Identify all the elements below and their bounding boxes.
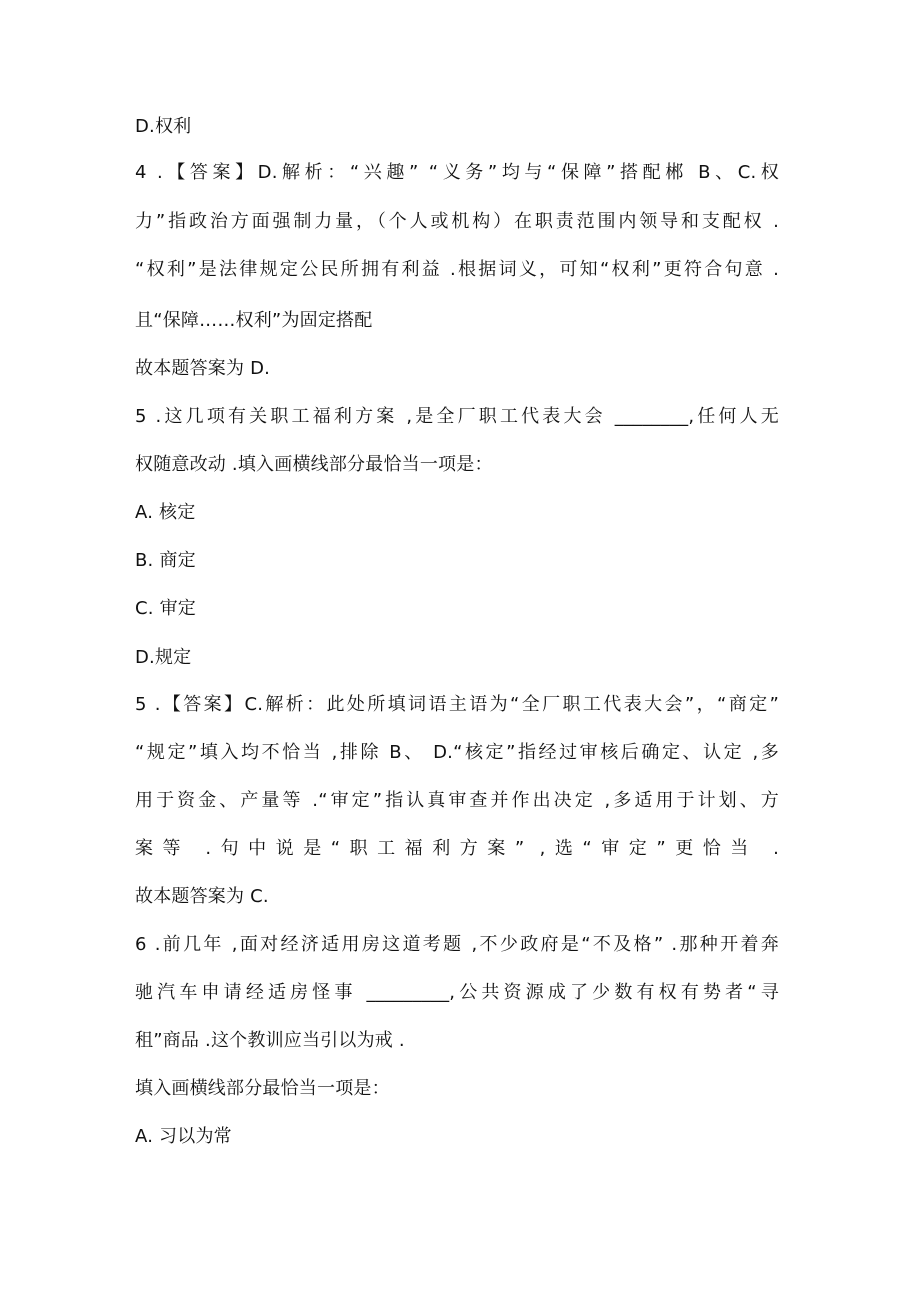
option-b: B. 商定 <box>135 550 196 571</box>
question-6-line-2: 驰汽车申请经适房怪事 _________,公共资源成了少数有权有势者“寻 <box>135 982 779 1003</box>
question-5-line-1: 5 .这几项有关职工福利方案 ,是全厂职工代表大会 ________,任何人无 <box>135 406 779 427</box>
question-6-prompt: 填入画横线部分最恰当一项是： <box>135 1078 390 1099</box>
option-c: C. 审定 <box>135 598 197 619</box>
question-6-line-1: 6 .前几年 ,面对经济适用房这道考题 ,不少政府是“不及格” .那种开着奔 <box>135 934 779 955</box>
option-d-rights: D.权利 <box>135 116 192 137</box>
option-a-6: A. 习以为常 <box>135 1126 232 1147</box>
answer-4-line-2: 力”指政治方面强制力量，（个人或机构）在职责范围内领导和支配权 . <box>135 211 779 232</box>
answer-4-line-4: 且“保障……权利”为固定搭配 <box>135 310 373 331</box>
option-d: D.规定 <box>135 647 192 668</box>
answer-4-line-3: “权利”是法律规定公民所拥有利益 .根据词义，可知“权利”更符合句意 . <box>135 259 779 280</box>
answer-5-line-1: 5 .【答案】C.解析：此处所填词语主语为“全厂职工代表大会”，“商定” <box>135 694 779 715</box>
answer-4-conclusion: 故本题答案为 D. <box>135 358 271 379</box>
question-5-line-2: 权随意改动 .填入画横线部分最恰当一项是： <box>135 454 493 475</box>
answer-4-line-1: 4 .【答案】D.解析：“兴趣” “义务”均与“保障”搭配郴 B、C.权 <box>135 162 779 183</box>
answer-5-line-2: “规定”填入均不恰当 ,排除 B、 D.“核定”指经过审核后确定、认定 ,多 <box>135 742 779 763</box>
question-6-line-3: 租”商品 .这个教训应当引以为戒 . <box>135 1030 405 1051</box>
answer-5-line-4: 案等 .句中说是“职工福利方案” ,选“审定”更恰当 . <box>135 838 779 859</box>
answer-5-conclusion: 故本题答案为 C. <box>135 886 269 907</box>
option-a: A. 核定 <box>135 502 196 523</box>
answer-5-line-3: 用于资金、产量等 .“审定”指认真审查并作出决定 ,多适用于计划、方 <box>135 790 779 811</box>
